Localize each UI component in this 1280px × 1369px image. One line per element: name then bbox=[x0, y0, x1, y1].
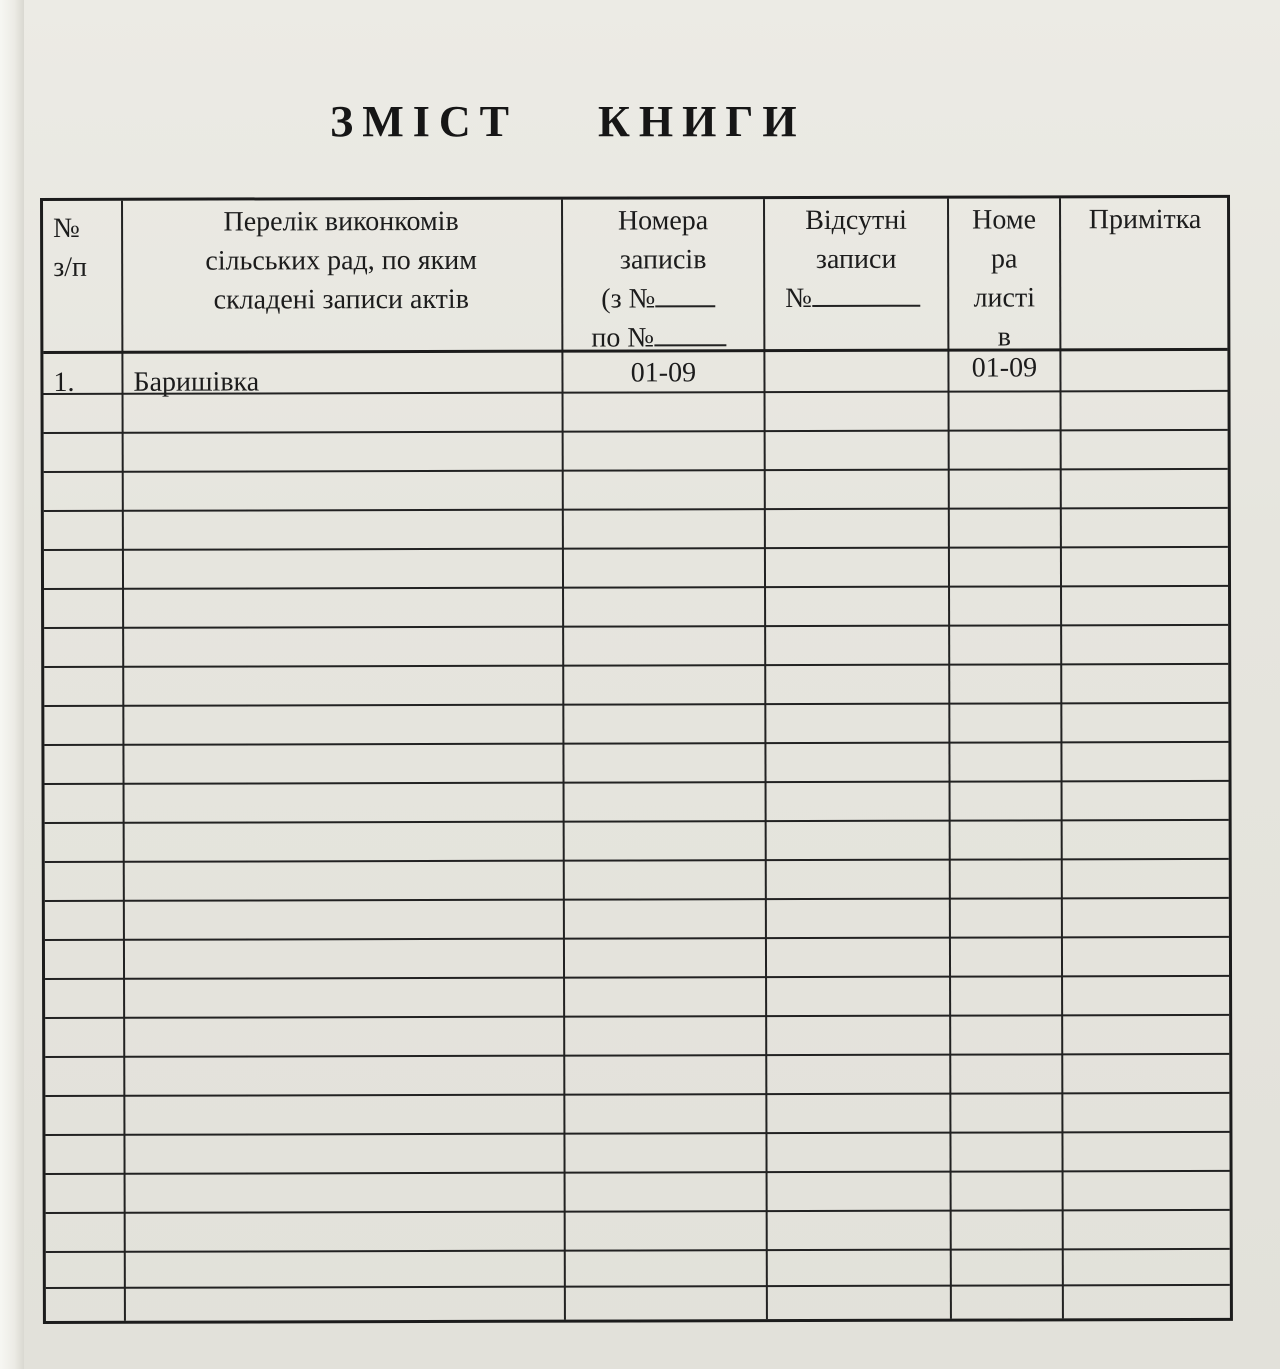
row-divider bbox=[46, 1248, 1230, 1253]
column-divider bbox=[763, 199, 768, 1319]
header-records: Номера записів (з № по № bbox=[565, 201, 761, 358]
row-divider bbox=[45, 1053, 1229, 1058]
row-divider bbox=[45, 1131, 1229, 1136]
records-from-blank bbox=[655, 279, 715, 307]
row-divider bbox=[45, 975, 1229, 980]
row-divider bbox=[46, 1170, 1230, 1175]
row-1-sheets: 01-09 bbox=[971, 352, 1038, 384]
row-divider bbox=[44, 468, 1228, 473]
page-edge bbox=[0, 0, 24, 1369]
header-missing: Відсутні записи № bbox=[767, 201, 945, 318]
row-1-records: 01-09 bbox=[630, 357, 697, 389]
header-list: Перелік виконкомів сільських рад, по яким складені записи актів bbox=[205, 205, 477, 316]
row-divider bbox=[44, 702, 1228, 707]
row-divider bbox=[45, 780, 1229, 785]
row-divider bbox=[44, 741, 1228, 746]
row-divider bbox=[44, 585, 1228, 590]
column-divider bbox=[1059, 198, 1064, 1318]
contents-table bbox=[40, 195, 1233, 1324]
header-note: Примітка bbox=[1088, 203, 1202, 236]
page-title: ЗМІСТ КНИГИ bbox=[330, 97, 806, 146]
row-divider bbox=[44, 546, 1228, 551]
row-divider bbox=[45, 819, 1229, 824]
header-num: № з/п bbox=[53, 212, 88, 283]
row-divider bbox=[44, 663, 1228, 668]
row-divider bbox=[44, 507, 1228, 512]
row-1-name: Баришівка bbox=[133, 366, 260, 398]
row-divider bbox=[45, 936, 1229, 941]
row-divider bbox=[45, 897, 1229, 902]
row-divider bbox=[46, 1284, 1230, 1289]
records-to-blank bbox=[654, 318, 726, 346]
header-sheets: Номе ра листі в bbox=[972, 204, 1037, 353]
row-divider bbox=[44, 429, 1228, 434]
row-divider bbox=[44, 624, 1228, 629]
row-divider bbox=[45, 1092, 1229, 1097]
row-divider bbox=[45, 1014, 1229, 1019]
row-divider bbox=[45, 858, 1229, 863]
missing-blank bbox=[812, 279, 920, 307]
column-divider bbox=[121, 201, 126, 1321]
row-divider bbox=[46, 1209, 1230, 1214]
row-1-num: 1. bbox=[53, 366, 75, 398]
